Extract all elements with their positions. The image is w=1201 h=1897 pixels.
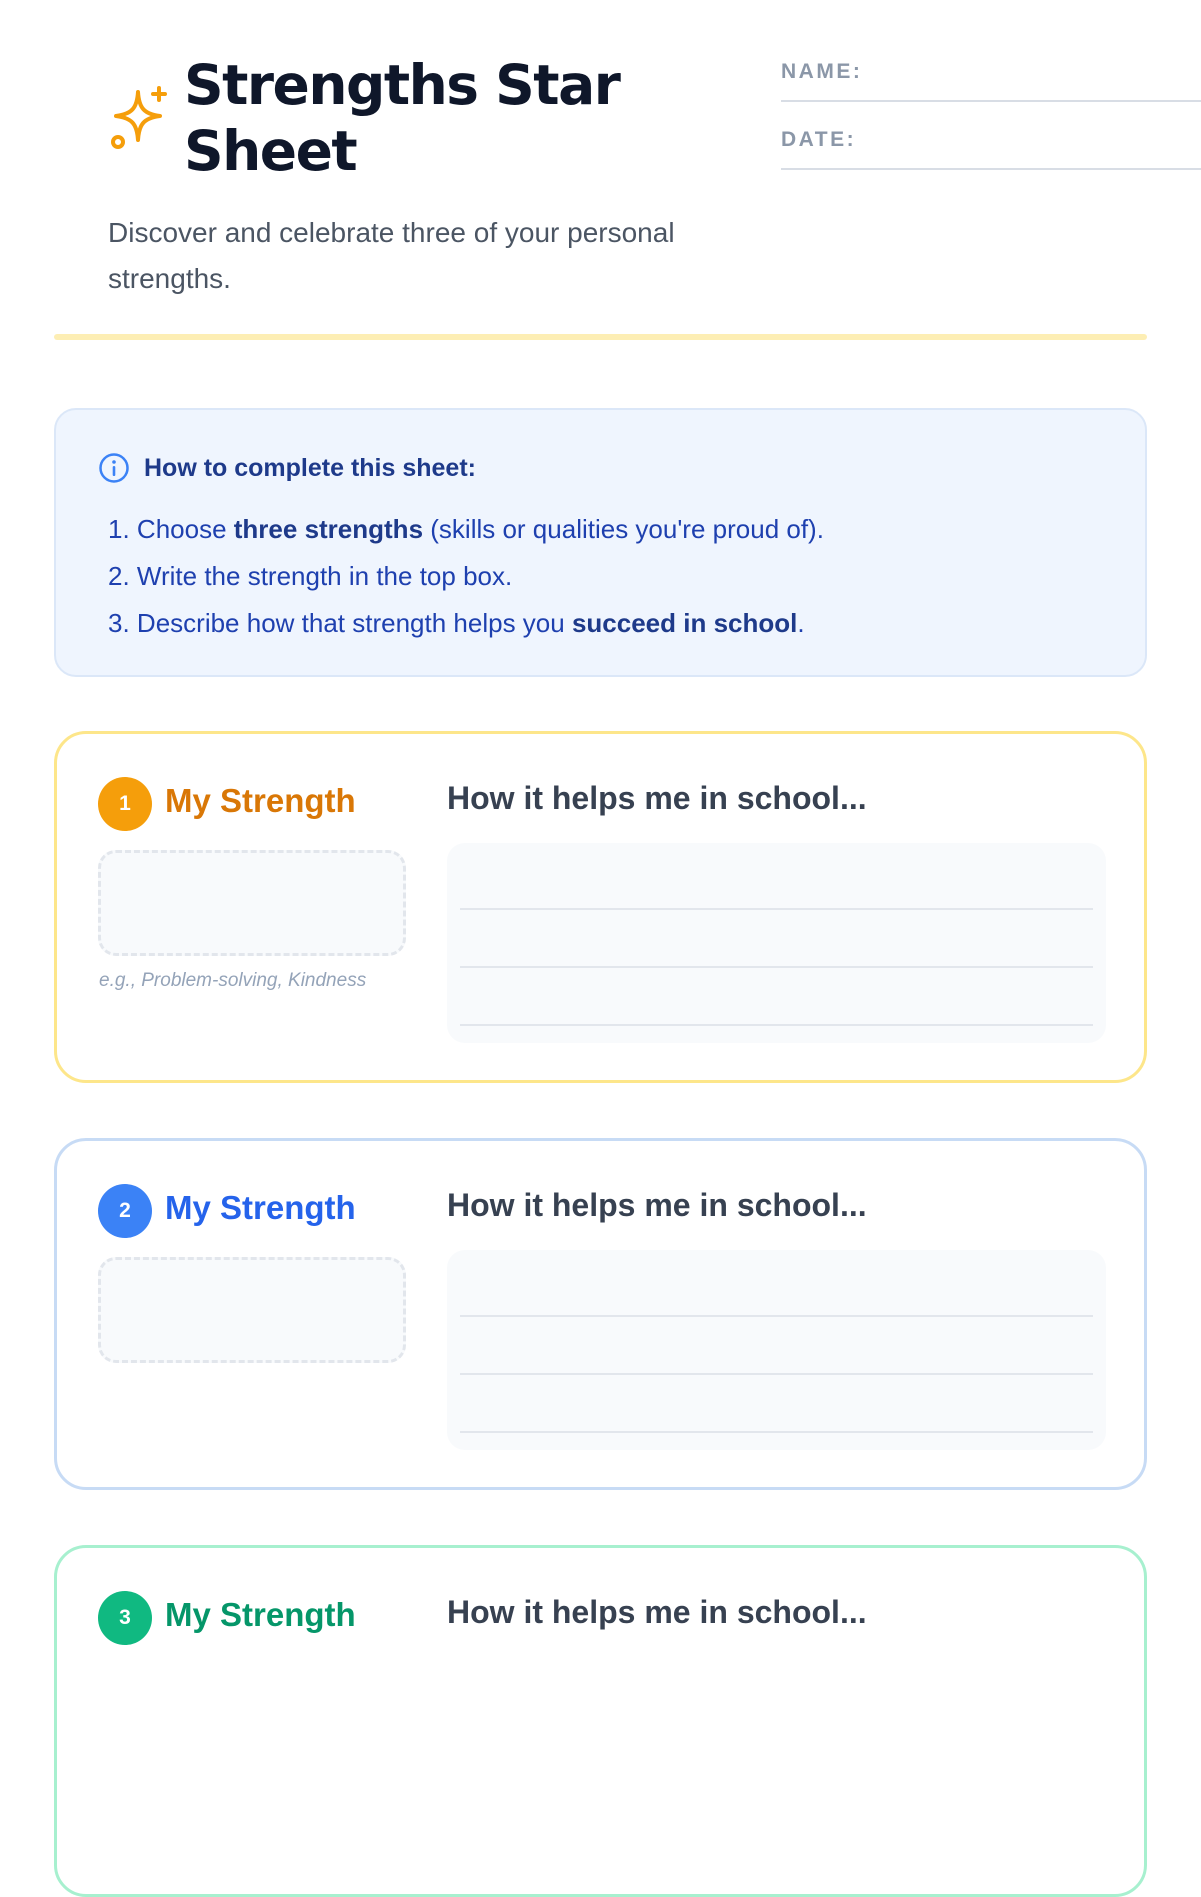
step-number: 3. [108, 608, 130, 638]
instructions-list [98, 506, 1103, 647]
student-fields [781, 56, 1201, 170]
instruction-step [108, 553, 1103, 600]
how-it-helps-writing-area[interactable] [447, 843, 1106, 1043]
page-title: Strengths Star Sheet [184, 53, 620, 183]
step-emphasis: three strengths [233, 514, 424, 544]
page-subtitle: Discover and celebrate three of your personal strengths. [108, 217, 675, 294]
how-it-helps-label: How it helps me in school... [447, 1594, 867, 1630]
strength-number-badge: 1 [98, 777, 152, 831]
instructions-heading: How to complete this sheet: [144, 453, 476, 482]
instruction-step [108, 600, 1103, 647]
sparkle-icon [108, 86, 168, 152]
date-field[interactable]: DATE: [781, 124, 1201, 170]
how-it-helps-label: How it helps me in school... [447, 780, 867, 816]
step-number: 2. [108, 561, 130, 591]
info-circle-icon [98, 452, 130, 484]
strength-number-badge: 3 [98, 1591, 152, 1645]
strength-label: My Strength [165, 782, 356, 819]
strength-input-box[interactable] [98, 850, 406, 956]
title-block [108, 52, 728, 302]
step-text: Choose [136, 514, 234, 544]
strength-label: My Strength [165, 1189, 356, 1226]
strength-label: My Strength [165, 1596, 356, 1633]
step-number: 1. [108, 514, 130, 544]
writing-line [460, 1431, 1093, 1433]
title-row [108, 52, 728, 184]
writing-line [460, 1373, 1093, 1375]
how-it-helps-writing-area[interactable] [447, 1250, 1106, 1450]
instruction-step [108, 506, 1103, 553]
strength-card-1 [54, 731, 1147, 1083]
writing-line [460, 908, 1093, 910]
instructions-heading-row [98, 452, 1103, 484]
name-field[interactable]: NAME: [781, 56, 1201, 102]
instructions-box [54, 408, 1147, 677]
step-text-end: (skills or qualities you're proud of). [423, 514, 824, 544]
writing-line [460, 966, 1093, 968]
step-text-end: . [797, 608, 805, 638]
strength-card-3 [54, 1545, 1147, 1897]
how-it-helps-label: How it helps me in school... [447, 1187, 867, 1223]
strength-number-badge: 2 [98, 1184, 152, 1238]
writing-line [460, 1024, 1093, 1026]
strength-input-box[interactable] [98, 1257, 406, 1363]
strength-example-hint: e.g., Problem-solving, Kindness [99, 970, 367, 991]
writing-line [460, 1315, 1093, 1317]
step-text: Describe how that strength helps you [136, 608, 572, 638]
step-text: Write the strength in the top box. [136, 561, 513, 591]
strength-card-2 [54, 1138, 1147, 1490]
header [54, 0, 1146, 342]
step-emphasis: succeed in school [571, 608, 798, 638]
header-divider [54, 334, 1147, 340]
